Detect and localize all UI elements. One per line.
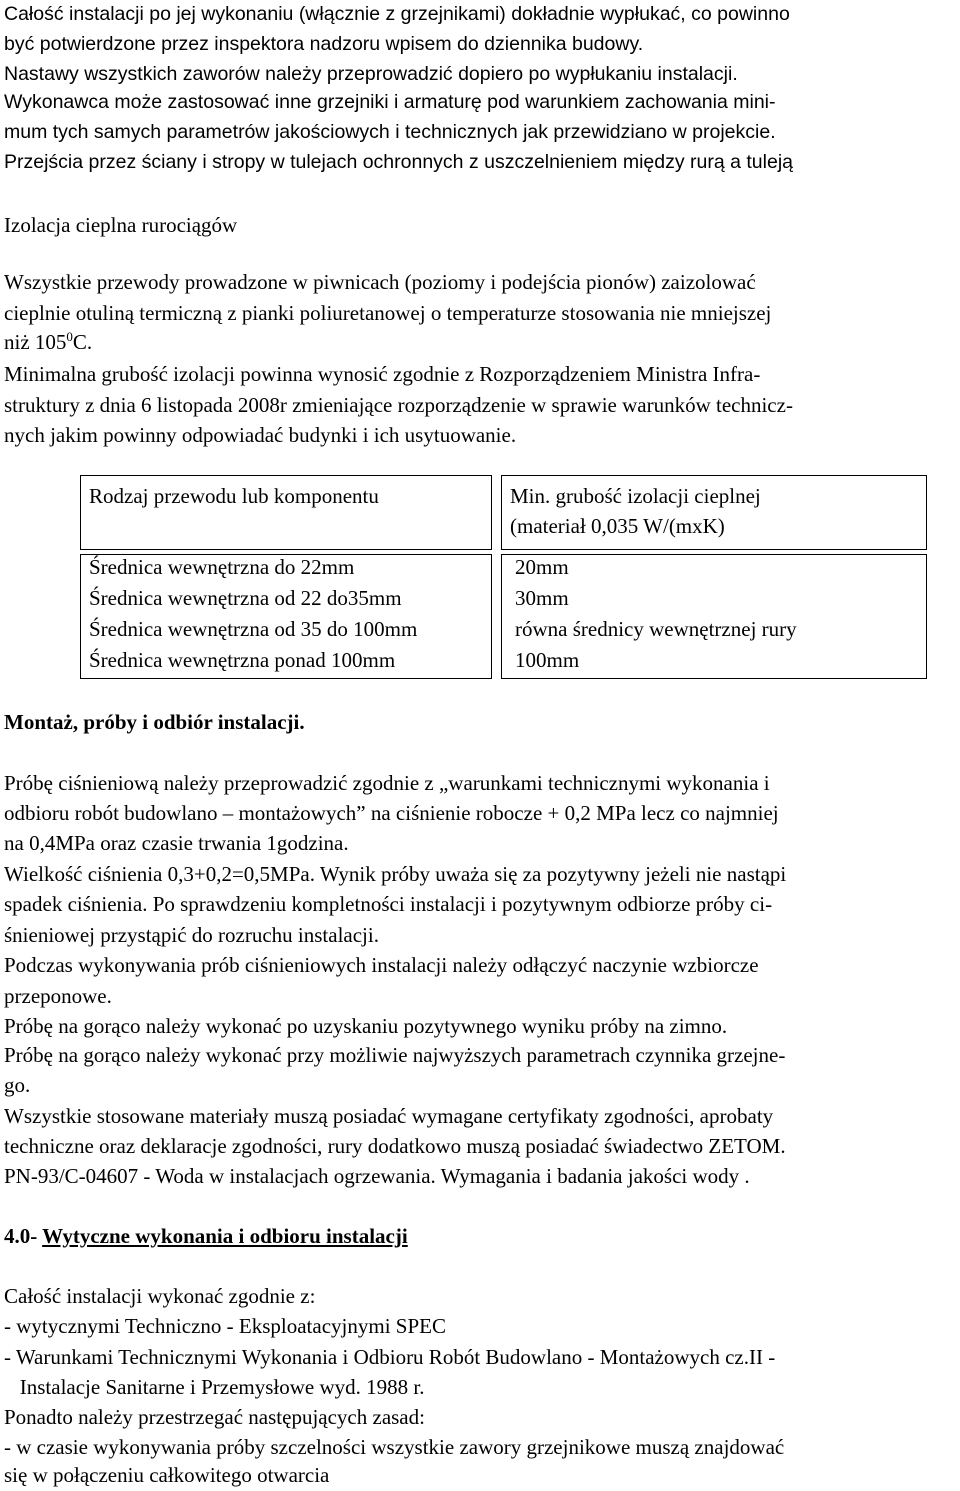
header-text: Rodzaj przewodu lub komponentu: [89, 484, 379, 508]
paragraph-line: go.: [4, 1073, 31, 1097]
table-cell: Średnica wewnętrzna ponad 100mm: [89, 648, 396, 672]
paragraph-line: cieplnie otuliną termiczną z pianki poliuretanowej o temperaturze stosowania nie mniejszej: [4, 301, 772, 325]
table-header-right: [501, 475, 927, 550]
section-heading: [4, 1224, 408, 1250]
paragraph-line: Próbę na gorąco należy wykonać przy możliwie najwyższych parametrach czynnika grzejne-: [4, 1043, 786, 1067]
header-text: Min. grubość izolacji cieplnej: [510, 484, 761, 508]
paragraph-line: Podczas wykonywania prób ciśnieniowych instalacji należy odłączyć naczynie wzbiorcze: [4, 953, 759, 977]
temperature-value: niż 105: [4, 330, 67, 354]
paragraph-line: PN-93/C-04607 - Woda w instalacjach ogrzewania. Wymagania i badania jakości wody .: [4, 1164, 750, 1188]
paragraph-line: na 0,4MPa oraz czasie trwania 1godzina.: [4, 831, 349, 855]
paragraph-line: struktury z dnia 6 listopada 2008r zmieniające rozporządzenie w sprawie warunków technicz-: [4, 393, 793, 417]
table-cell: Średnica wewnętrzna do 22mm: [89, 555, 355, 579]
list-item: - wytycznymi Techniczno - Eksploatacyjnymi SPEC: [4, 1314, 446, 1338]
table-body-right: [501, 554, 927, 679]
paragraph-line: mum tych samych parametrów jakościowych i technicznych jak przewidziano w projekcie.: [4, 121, 776, 143]
paragraph-line: być potwierdzone przez inspektora nadzoru wpisem do dziennika budowy.: [4, 33, 644, 55]
paragraph-line: Przejścia przez ściany i stropy w tulejach ochronnych z uszczelnieniem między rurą a tuleją: [4, 151, 793, 173]
paragraph-line: odbioru robót budowlano – montażowych” na ciśnienie robocze + 0,2 MPa lecz co najmniej: [4, 801, 779, 825]
paragraph-line: Wykonawca może zastosować inne grzejniki i armaturę pod warunkiem zachowania mini-: [4, 91, 776, 113]
table-cell: 100mm: [515, 648, 580, 672]
paragraph-line: Minimalna grubość izolacji powinna wynosić zgodnie z Rozporządzeniem Ministra Infra-: [4, 362, 761, 386]
paragraph-line: spadek ciśnienia. Po sprawdzeniu kompletności instalacji i pozytywnym odbiorze próby ci-: [4, 892, 773, 916]
table-cell: równa średnicy wewnętrznej rury: [515, 617, 797, 641]
paragraph-line: Wszystkie przewody prowadzone w piwnicach (poziomy i podejścia pionów) zaizolować: [4, 270, 756, 294]
table-cell: Średnica wewnętrzna od 35 do 100mm: [89, 617, 418, 641]
list-item: - w czasie wykonywania próby szczelności wszystkie zawory grzejnikowe muszą znajdować: [4, 1435, 785, 1459]
list-item-continuation: Instalacje Sanitarne i Przemysłowe wyd. 1988 r.: [4, 1375, 425, 1399]
section-heading: Izolacja cieplna rurociągów: [4, 213, 238, 237]
degree-superscript: 0: [66, 329, 73, 344]
list-item: - Warunkami Technicznymi Wykonania i Odbioru Robót Budowlano - Montażowych cz.II -: [4, 1345, 776, 1369]
heading-number: 4.0-: [4, 1224, 43, 1248]
temperature-unit: C.: [72, 330, 93, 354]
paragraph-line: śnieniowej przystąpić do rozruchu instalacji.: [4, 923, 379, 947]
paragraph-line: Całość instalacji wykonać zgodnie z:: [4, 1284, 316, 1308]
table-cell: 30mm: [515, 586, 569, 610]
paragraph-line: nych jakim powinny odpowiadać budynki i ich usytuowanie.: [4, 423, 517, 447]
paragraph-line: Nastawy wszystkich zaworów należy przeprowadzić dopiero po wypłukaniu instalacji.: [4, 63, 738, 85]
paragraph-line: Wszystkie stosowane materiały muszą posiadać wymagane certyfikaty zgodności, aprobaty: [4, 1104, 774, 1128]
paragraph-line: Wielkość ciśnienia 0,3+0,2=0,5MPa. Wynik próby uważa się za pozytywny jeżeli nie nastąpi: [4, 862, 787, 886]
list-item-continuation: się w połączeniu całkowitego otwarcia: [4, 1463, 330, 1487]
section-heading: Montaż, próby i odbiór instalacji.: [4, 710, 305, 734]
paragraph-line: Całość instalacji po jej wykonaniu (włącznie z grzejnikami) dokładnie wypłukać, co powinno: [4, 3, 790, 25]
paragraph-line: Ponadto należy przestrzegać następujących zasad:: [4, 1405, 425, 1429]
temperature-line: [4, 330, 92, 356]
paragraph-line: Próbę ciśnieniową należy przeprowadzić zgodnie z „warunkami technicznymi wykonania i: [4, 771, 770, 795]
table-body-left: [80, 554, 492, 679]
table-header-left: [80, 475, 492, 550]
heading-title: Wytyczne wykonania i odbioru instalacji: [42, 1224, 408, 1248]
table-cell: 20mm: [515, 555, 569, 579]
paragraph-line: Próbę na gorąco należy wykonać po uzyskaniu pozytywnego wyniku próby na zimno.: [4, 1014, 728, 1038]
table-cell: Średnica wewnętrzna od 22 do35mm: [89, 586, 402, 610]
paragraph-line: techniczne oraz deklaracje zgodności, rury dodatkowo muszą posiadać świadectwo ZETOM.: [4, 1134, 786, 1158]
paragraph-line: przeponowe.: [4, 984, 112, 1008]
header-text: (materiał 0,035 W/(mxK): [510, 514, 725, 538]
